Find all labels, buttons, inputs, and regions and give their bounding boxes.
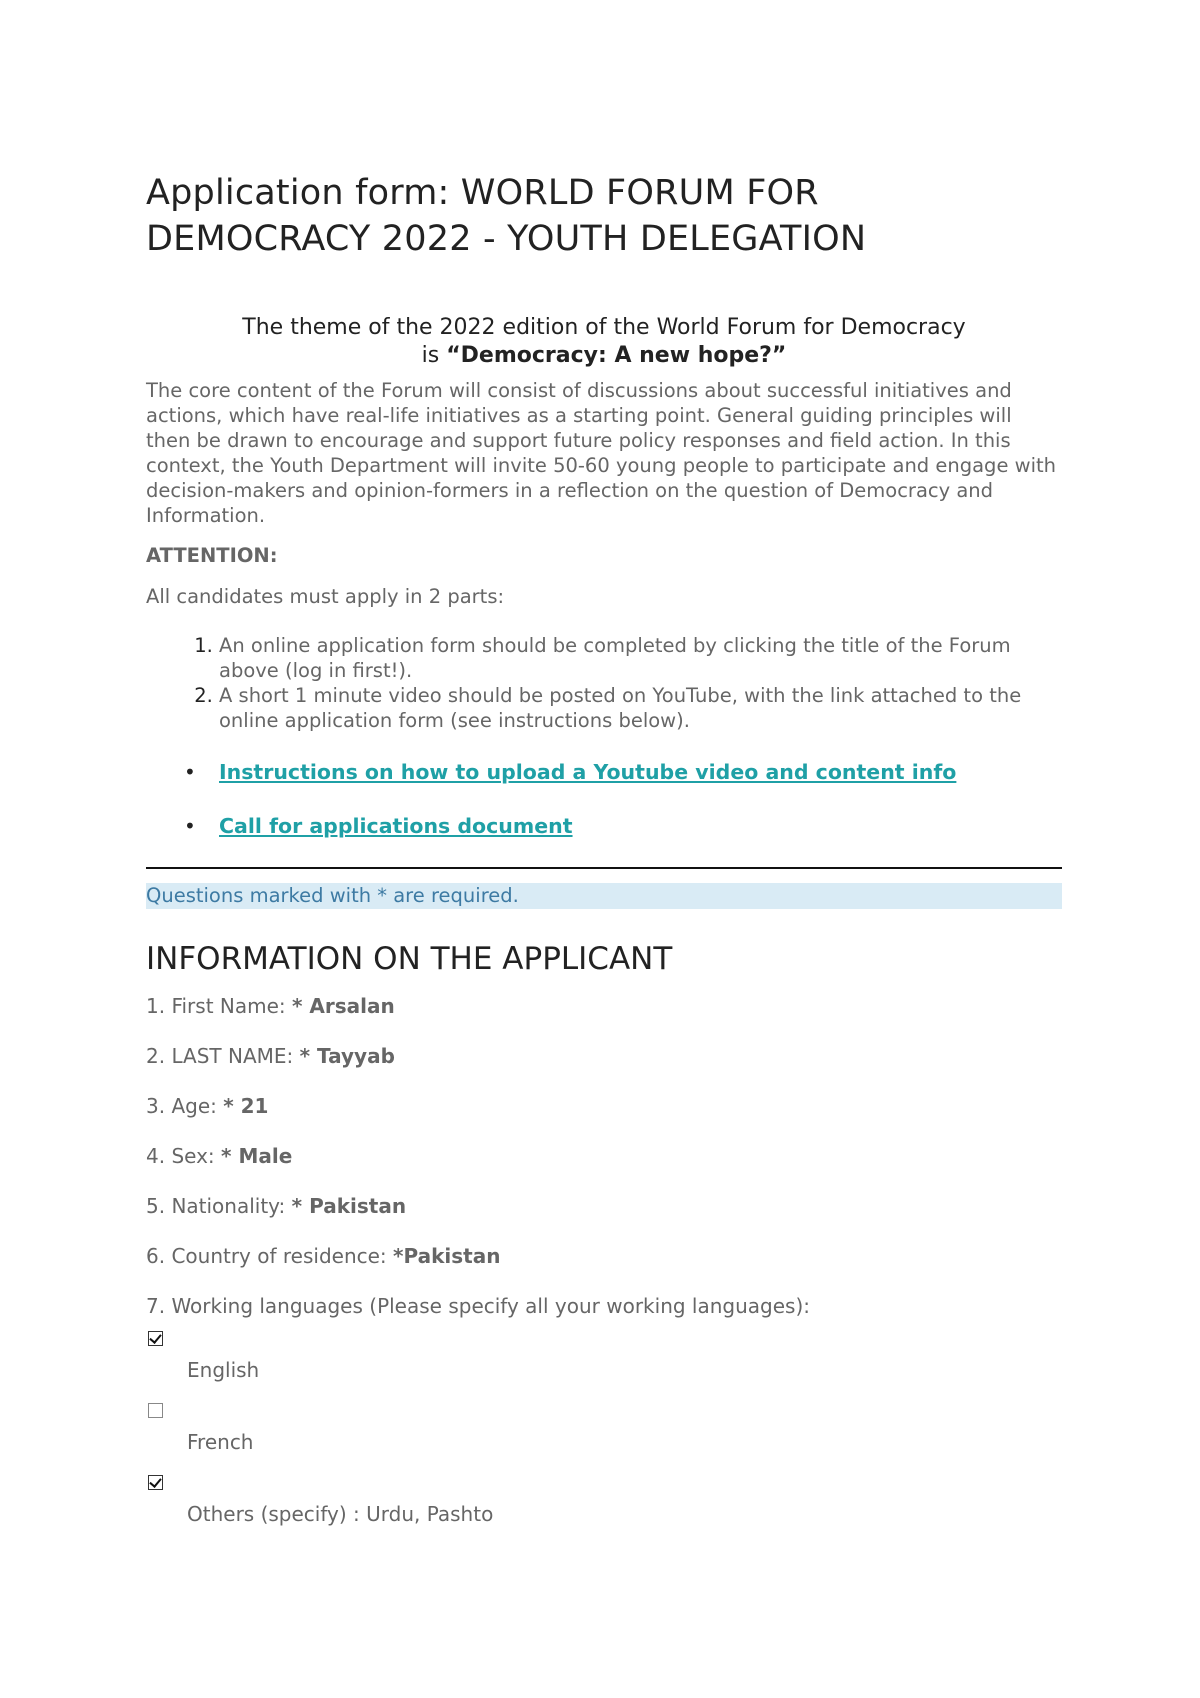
list-item: 1. An online application form should be completed by clicking the title of the Forum above (log in first!).: [219, 633, 1062, 683]
question-age: [146, 1093, 1062, 1119]
question-label: 1. First Name:: [146, 994, 292, 1018]
apply-instructions: All candidates must apply in 2 parts:: [146, 585, 505, 608]
languages-checkbox-group: [146, 1329, 1062, 1545]
required-fields-note: Questions marked with * are required.: [146, 883, 1062, 909]
checkbox-label: Others (specify) : Urdu, Pashto: [187, 1502, 494, 1526]
answer-value: * Male: [221, 1144, 293, 1168]
language-option-english: [146, 1329, 1062, 1401]
answer-value: * 21: [223, 1094, 269, 1118]
answer-value: * Arsalan: [292, 994, 395, 1018]
call-for-applications-link[interactable]: Call for applications document: [219, 814, 573, 838]
question-label: 6. Country of residence:: [146, 1244, 394, 1268]
language-option-others: [146, 1473, 1062, 1545]
page-title: [146, 170, 1062, 262]
answer-value: *Pakistan: [393, 1244, 501, 1268]
question-sex: [146, 1143, 1062, 1169]
bullet-icon: •: [184, 760, 196, 784]
checkbox-label: French: [187, 1430, 254, 1454]
title-line-2: DEMOCRACY 2022 - YOUTH DELEGATION: [146, 219, 867, 259]
divider: [146, 867, 1062, 869]
theme-highlight: “Democracy: A new hope?”: [446, 343, 787, 368]
intro-paragraph: The core content of the Forum will consist of discussions about successful initiatives and actions, which have real-life initiatives as a starting point. General guiding principles will then be drawn to encourage and support future policy responses and field action. In this context, the Youth Department will invite 50-60 young people to participate and engage with decision-makers and opinion-formers in a reflection on the question of Democracy and Information.: [146, 379, 1057, 527]
question-country-of-residence: [146, 1243, 1062, 1269]
bullet-icon: •: [184, 814, 196, 838]
question-label: 3. Age:: [146, 1094, 224, 1118]
question-first-name: [146, 993, 1062, 1019]
resource-links: [146, 759, 1062, 839]
theme-line-2-prefix: is: [421, 343, 447, 368]
question-last-name: [146, 1043, 1062, 1069]
question-working-languages: 7. Working languages (Please specify all your working languages):: [146, 1294, 810, 1318]
application-page: [146, 170, 1062, 1545]
others-checkbox[interactable]: [148, 1475, 163, 1490]
youtube-instructions-link[interactable]: Instructions on how to upload a Youtube video and content info: [219, 760, 957, 784]
title-line-1: Application form: WORLD FORUM FOR: [146, 173, 819, 213]
question-label: 5. Nationality:: [146, 1194, 292, 1218]
answer-value: * Pakistan: [291, 1194, 407, 1218]
english-checkbox[interactable]: [148, 1331, 163, 1346]
question-nationality: [146, 1193, 1062, 1219]
checkbox-label: English: [187, 1358, 260, 1382]
question-label: 2. LAST NAME:: [146, 1044, 300, 1068]
section-title: INFORMATION ON THE APPLICANT: [146, 941, 673, 977]
answer-value: * Tayyab: [299, 1044, 395, 1068]
list-item: [184, 813, 1062, 839]
question-label: 4. Sex:: [146, 1144, 222, 1168]
application-parts-list: [146, 633, 1062, 733]
language-option-french: [146, 1401, 1062, 1473]
theme-statement: [146, 314, 1062, 370]
theme-line-1: The theme of the 2022 edition of the World Forum for Democracy: [242, 315, 966, 340]
french-checkbox[interactable]: [148, 1403, 163, 1418]
list-item: [184, 759, 1062, 785]
attention-heading: ATTENTION:: [146, 544, 278, 567]
list-item: 2. A short 1 minute video should be posted on YouTube, with the link attached to the online application form (see instructions below).: [219, 683, 1062, 733]
